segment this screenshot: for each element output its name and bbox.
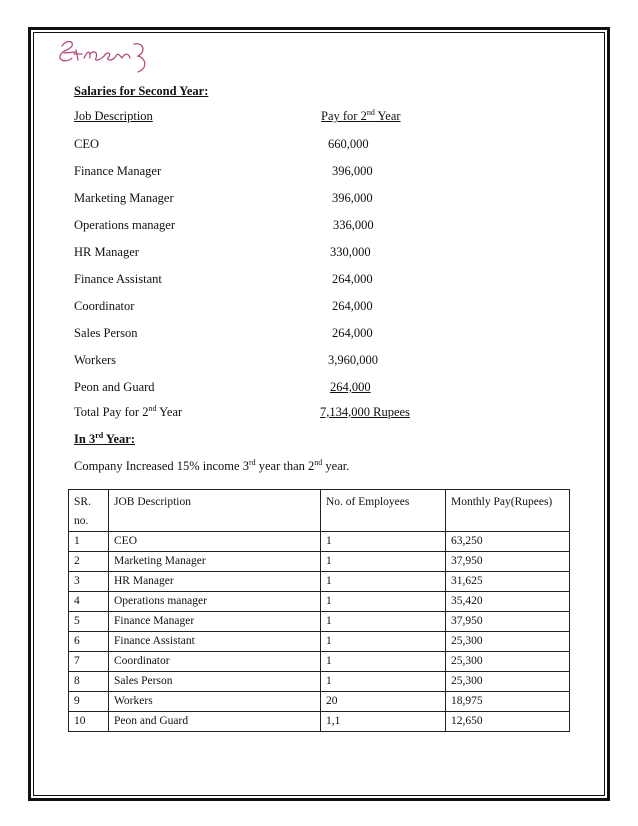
col-pay-header: Pay for 2nd Year bbox=[321, 107, 401, 123]
cell-job: Finance Manager bbox=[109, 612, 321, 632]
third-year-heading: In 3rd Year: bbox=[74, 430, 136, 446]
cell-pay: 12,650 bbox=[446, 712, 570, 732]
total-label: Total Pay for 2nd Year bbox=[74, 403, 183, 419]
cell-employees: 1 bbox=[321, 592, 446, 612]
y2-pay: 396,000 bbox=[332, 164, 373, 178]
cell-employees: 20 bbox=[321, 692, 446, 712]
table-row bbox=[69, 712, 570, 732]
header-sr: SR. no. bbox=[69, 490, 109, 532]
cell-employees: 1 bbox=[321, 572, 446, 592]
cell-job: Operations manager bbox=[109, 592, 321, 612]
y2-job: CEO bbox=[74, 137, 99, 151]
cell-sr: 10 bbox=[69, 712, 109, 732]
cell-job: Sales Person bbox=[109, 672, 321, 692]
y2-pay: 264,000 bbox=[332, 299, 373, 313]
y2-job: Sales Person bbox=[74, 326, 138, 340]
y2-job: HR Manager bbox=[74, 245, 139, 259]
cell-employees: 1 bbox=[321, 672, 446, 692]
cell-job: Workers bbox=[109, 692, 321, 712]
cell-sr: 4 bbox=[69, 592, 109, 612]
table-row bbox=[69, 672, 570, 692]
extreme-logo bbox=[54, 36, 154, 76]
y2-job: Coordinator bbox=[74, 299, 135, 313]
y2-pay: 3,960,000 bbox=[328, 353, 378, 367]
header-monthly-pay: Monthly Pay(Rupees) bbox=[446, 490, 570, 532]
cell-pay: 35,420 bbox=[446, 592, 570, 612]
table-row bbox=[69, 552, 570, 572]
cell-sr: 5 bbox=[69, 612, 109, 632]
third-year-table bbox=[68, 489, 570, 732]
y2-pay: 264,000 bbox=[330, 380, 371, 394]
header-job: JOB Description bbox=[109, 490, 321, 532]
cell-pay: 25,300 bbox=[446, 652, 570, 672]
cell-sr: 2 bbox=[69, 552, 109, 572]
cell-pay: 37,950 bbox=[446, 552, 570, 572]
header-employees: No. of Employees bbox=[321, 490, 446, 532]
increase-note: Company Increased 15% income 3rd year than 2nd year. bbox=[74, 457, 350, 473]
y2-job: Operations manager bbox=[74, 218, 176, 232]
cell-employees: 1 bbox=[321, 612, 446, 632]
table-header-row bbox=[69, 490, 570, 532]
cell-sr: 8 bbox=[69, 672, 109, 692]
y2-pay: 660,000 bbox=[328, 137, 369, 151]
table-row bbox=[69, 612, 570, 632]
cell-sr: 6 bbox=[69, 632, 109, 652]
table-row bbox=[69, 632, 570, 652]
y2-job: Peon and Guard bbox=[74, 380, 155, 394]
y2-pay: 330,000 bbox=[330, 245, 371, 259]
y2-pay: 264,000 bbox=[332, 272, 373, 286]
second-year-heading: Salaries for Second Year: bbox=[74, 84, 209, 98]
cell-pay: 63,250 bbox=[446, 532, 570, 552]
cell-pay: 31,625 bbox=[446, 572, 570, 592]
cell-employees: 1,1 bbox=[321, 712, 446, 732]
cell-pay: 18,975 bbox=[446, 692, 570, 712]
cell-job: Marketing Manager bbox=[109, 552, 321, 572]
cell-job: CEO bbox=[109, 532, 321, 552]
cell-sr: 1 bbox=[69, 532, 109, 552]
cell-pay: 25,300 bbox=[446, 672, 570, 692]
y2-job: Marketing Manager bbox=[74, 191, 174, 205]
cell-job: HR Manager bbox=[109, 572, 321, 592]
col-job-header: Job Description bbox=[74, 109, 153, 123]
cell-sr: 9 bbox=[69, 692, 109, 712]
cell-employees: 1 bbox=[321, 632, 446, 652]
cell-job: Peon and Guard bbox=[109, 712, 321, 732]
table-row bbox=[69, 572, 570, 592]
cell-job: Coordinator bbox=[109, 652, 321, 672]
cell-pay: 25,300 bbox=[446, 632, 570, 652]
cell-employees: 1 bbox=[321, 652, 446, 672]
table-row bbox=[69, 532, 570, 552]
total-value: 7,134,000 Rupees bbox=[320, 405, 410, 419]
cell-job: Finance Assistant bbox=[109, 632, 321, 652]
table-row bbox=[69, 592, 570, 612]
y2-pay: 396,000 bbox=[332, 191, 373, 205]
cell-sr: 7 bbox=[69, 652, 109, 672]
cell-employees: 1 bbox=[321, 552, 446, 572]
cell-employees: 1 bbox=[321, 532, 446, 552]
table-row bbox=[69, 652, 570, 672]
y2-job: Finance Assistant bbox=[74, 272, 162, 286]
table-row bbox=[69, 692, 570, 712]
y2-job: Finance Manager bbox=[74, 164, 162, 178]
cell-pay: 37,950 bbox=[446, 612, 570, 632]
y2-pay: 264,000 bbox=[332, 326, 373, 340]
cell-sr: 3 bbox=[69, 572, 109, 592]
y2-job: Workers bbox=[74, 353, 117, 367]
y2-pay: 336,000 bbox=[333, 218, 374, 232]
